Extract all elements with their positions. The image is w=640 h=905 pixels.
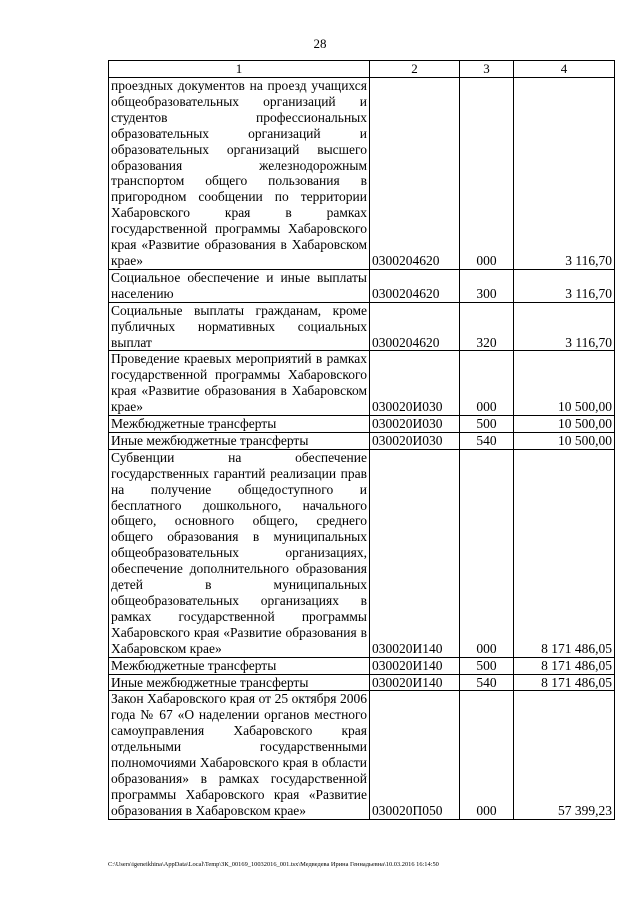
row-target-code: 030020И030 [370, 416, 460, 433]
table-row [109, 674, 615, 691]
column-header-2: 2 [370, 61, 460, 78]
column-header-4: 4 [514, 61, 615, 78]
column-header-1: 1 [109, 61, 370, 78]
row-target-code: 030020И140 [370, 674, 460, 691]
row-target-code: 030020И030 [370, 351, 460, 416]
row-name: Социальное обеспечение и иные выплаты населению [109, 269, 370, 302]
row-name: Иные межбюджетные трансферты [109, 432, 370, 449]
page-number: 28 [313, 36, 327, 51]
row-expense-type: 540 [460, 432, 514, 449]
row-name: проездных документов на проезд учащихся общеобразовательных организаций и студентов профессиональных образовательных организаций и образовательных организаций высшего образования железнодорожным транспортом общего пользования в пригородном сообщении по территории Хабаровского края в рамках государственной программы Хабаровского края «Развитие образования в Хабаровском крае» [109, 78, 370, 270]
budget-table [108, 60, 615, 820]
row-expense-type: 300 [460, 269, 514, 302]
row-target-code: 030020П050 [370, 691, 460, 819]
table-row [109, 657, 615, 674]
row-expense-type: 000 [460, 351, 514, 416]
row-target-code: 030020И140 [370, 657, 460, 674]
row-name: Иные межбюджетные трансферты [109, 674, 370, 691]
row-name: Закон Хабаровского края от 25 октября 2006 года № 67 «О наделении органов местного самоуправления Хабаровского края отдельными государственными полномочиями Хабаровского края в области образования» в рамках государственной программы Хабаровского края «Развитие образования в Хабаровском крае» [109, 691, 370, 819]
row-expense-type: 500 [460, 416, 514, 433]
row-expense-type: 320 [460, 302, 514, 351]
row-amount: 8 171 486,05 [514, 657, 615, 674]
row-name: Межбюджетные трансферты [109, 416, 370, 433]
row-amount: 3 116,70 [514, 302, 615, 351]
column-header-3: 3 [460, 61, 514, 78]
table-row [109, 691, 615, 819]
row-target-code: 0300204620 [370, 78, 460, 270]
row-name: Социальные выплаты гражданам, кроме публичных нормативных социальных выплат [109, 302, 370, 351]
row-target-code: 0300204620 [370, 302, 460, 351]
row-target-code: 030020И140 [370, 449, 460, 657]
row-expense-type: 500 [460, 657, 514, 674]
table-row [109, 449, 615, 657]
row-expense-type: 000 [460, 449, 514, 657]
row-amount: 3 116,70 [514, 269, 615, 302]
row-expense-type: 000 [460, 691, 514, 819]
row-amount: 8 171 486,05 [514, 449, 615, 657]
row-target-code: 030020И030 [370, 432, 460, 449]
row-amount: 8 171 486,05 [514, 674, 615, 691]
table-header-row [109, 61, 615, 78]
table-row [109, 269, 615, 302]
table-row [109, 416, 615, 433]
footer-file-path: C:\Users\igeneikhina\AppData\Local\Temp\ЗК_00169_10032016_001.tsx\Медведева Ирина Геннадьевна\10.03.2016 16:14:50 [108, 861, 439, 868]
row-amount: 57 399,23 [514, 691, 615, 819]
row-name: Субвенции на обеспечение государственных гарантий реализации прав на получение общедоступного и бесплатного дошкольного, начального общего, основного общего, среднего общего образования в муниципальных общеобразовательных организациях, обеспечение дополнительного образования детей в муниципальных общеобразовательных организациях в рамках государственной программы Хабаровского края «Развитие образования в Хабаровском крае» [109, 449, 370, 657]
row-amount: 10 500,00 [514, 416, 615, 433]
row-expense-type: 000 [460, 78, 514, 270]
table-row [109, 351, 615, 416]
table-row [109, 78, 615, 270]
row-amount: 10 500,00 [514, 432, 615, 449]
row-amount: 10 500,00 [514, 351, 615, 416]
row-target-code: 0300204620 [370, 269, 460, 302]
row-name: Межбюджетные трансферты [109, 657, 370, 674]
row-name: Проведение краевых мероприятий в рамках государственной программы Хабаровского края «Развитие образования в Хабаровском крае» [109, 351, 370, 416]
table-row [109, 302, 615, 351]
table-row [109, 432, 615, 449]
row-expense-type: 540 [460, 674, 514, 691]
row-amount: 3 116,70 [514, 78, 615, 270]
